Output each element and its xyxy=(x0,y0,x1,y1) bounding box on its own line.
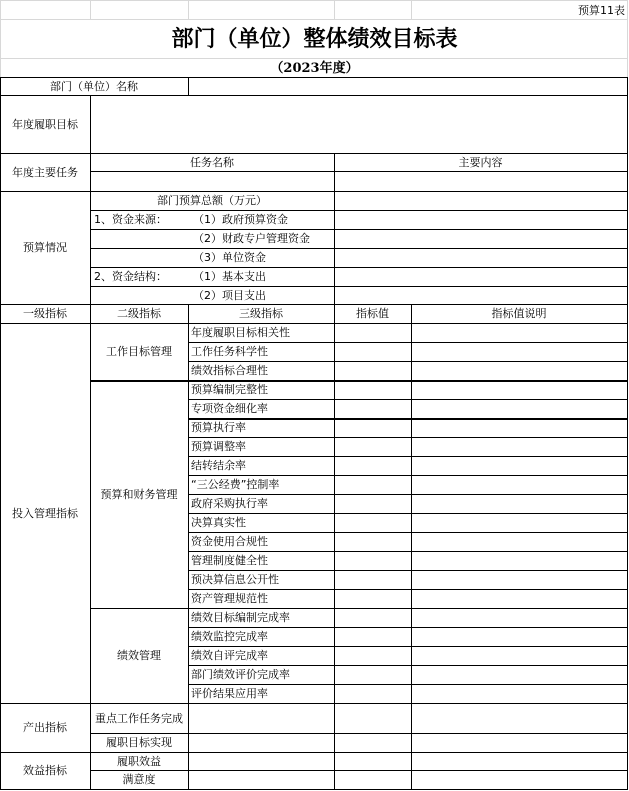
indicator-note-cell[interactable] xyxy=(411,342,627,361)
indicator-row xyxy=(0,399,629,418)
budget-amount-cells[interactable] xyxy=(334,191,627,304)
level1-header: 一级指标 xyxy=(23,307,67,320)
budget-info-label: 预算情况 xyxy=(23,241,67,254)
dept-name-cell[interactable] xyxy=(188,77,627,95)
indicator-cell[interactable] xyxy=(188,703,334,733)
gridline xyxy=(188,0,189,20)
level3-indicator-label: 政府采购执行率 xyxy=(191,497,268,510)
indicator-row xyxy=(0,646,629,665)
indicator-row xyxy=(0,361,629,380)
gridline xyxy=(334,0,335,20)
budget-total-label: 部门预算总额（万元） xyxy=(157,194,267,207)
gridline xyxy=(90,0,91,20)
main-content-header: 主要内容 xyxy=(458,155,503,169)
indicator-value-cell[interactable] xyxy=(334,551,411,570)
indicator-row xyxy=(0,684,629,703)
indicator-cell[interactable] xyxy=(334,770,411,789)
indicator-row xyxy=(0,570,629,589)
indicator-row xyxy=(0,627,629,646)
indicator-note-cell[interactable] xyxy=(411,456,627,475)
level3-indicator-label: 结转结余率 xyxy=(191,459,246,472)
indicator-cell[interactable] xyxy=(334,733,411,752)
indicator-note-cell[interactable] xyxy=(411,646,627,665)
indicator-cell[interactable] xyxy=(188,770,334,789)
indicator-value-cell[interactable] xyxy=(334,342,411,361)
indicator-value-cell[interactable] xyxy=(334,589,411,608)
level2-budget-finance: 预算和财务管理 xyxy=(100,487,178,501)
indicator-row xyxy=(0,494,629,513)
level3-indicator-label: 资金使用合规性 xyxy=(191,535,268,548)
indicator-cell[interactable] xyxy=(188,733,334,752)
indicator-note-cell[interactable] xyxy=(411,684,627,703)
indicator-note-cell[interactable] xyxy=(411,475,627,494)
level1-input-management: 投入管理指标 xyxy=(12,506,78,520)
indicator-note-cell[interactable] xyxy=(411,532,627,551)
level2-duty-goal: 履职目标实现 xyxy=(106,736,172,749)
form-code: 预算11表 xyxy=(578,3,625,17)
level2-work-goal: 工作目标管理 xyxy=(106,345,172,358)
level1-output: 产出指标 xyxy=(23,721,67,734)
indicator-value-cell[interactable] xyxy=(334,418,411,437)
level3-indicator-label: 专项资金细化率 xyxy=(191,402,268,415)
level1-benefit: 效益指标 xyxy=(23,764,67,777)
fund-source-label: 1、资金来源： xyxy=(94,213,167,226)
level3-header: 三级指标 xyxy=(239,307,283,320)
indicator-value-cell[interactable] xyxy=(334,513,411,532)
indicator-note-cell[interactable] xyxy=(411,399,627,418)
level3-indicator-label: “三公经费”控制率 xyxy=(191,478,280,491)
indicator-value-cell[interactable] xyxy=(334,532,411,551)
indicator-note-cell[interactable] xyxy=(411,589,627,608)
page-title: 部门（单位）整体绩效目标表 xyxy=(171,25,458,52)
gridline xyxy=(0,0,628,1)
project-expense-label: （2）项目支出 xyxy=(193,288,266,302)
indicator-row xyxy=(0,323,629,342)
dept-name-label: 部门（单位）名称 xyxy=(50,79,138,93)
indicator-value-cell[interactable] xyxy=(334,665,411,684)
annual-goal-cell[interactable] xyxy=(90,95,627,153)
indicator-note-cell[interactable] xyxy=(411,665,627,684)
level2-duty-benefit: 履职效益 xyxy=(117,754,161,768)
indicator-row xyxy=(0,456,629,475)
indicator-note-cell[interactable] xyxy=(411,551,627,570)
task-name-cell[interactable] xyxy=(90,171,334,191)
main-tasks-label: 年度主要任务 xyxy=(12,165,78,179)
indicator-row xyxy=(0,475,629,494)
indicator-row xyxy=(0,418,629,437)
level3-indicator-label: 预算调整率 xyxy=(191,440,246,453)
indicator-cell[interactable] xyxy=(411,733,627,752)
indicator-row xyxy=(0,589,629,608)
fund-structure-label: 2、资金结构： xyxy=(94,270,167,283)
level3-indicator-label: 绩效目标编制完成率 xyxy=(191,611,290,624)
indicator-cell[interactable] xyxy=(411,703,627,733)
indicator-value-cell[interactable] xyxy=(334,399,411,418)
indicator-row xyxy=(0,665,629,684)
level3-indicator-label: 年度履职目标相关性 xyxy=(191,326,290,339)
indicator-note-cell[interactable] xyxy=(411,494,627,513)
level2-satisfaction: 满意度 xyxy=(122,773,156,786)
indicator-cell[interactable] xyxy=(188,752,334,770)
indicator-row xyxy=(0,437,629,456)
gov-budget-label: （1）政府预算资金 xyxy=(193,213,288,226)
level3-indicator-label: 管理制度健全性 xyxy=(191,554,268,567)
level3-indicator-label: 评价结果应用率 xyxy=(191,687,268,700)
indicator-value-cell[interactable] xyxy=(334,475,411,494)
level3-indicator-label: 预算编制完整性 xyxy=(191,383,268,396)
basic-expense-label: （1）基本支出 xyxy=(193,270,266,283)
indicator-row xyxy=(0,380,629,399)
indicator-value-cell[interactable] xyxy=(334,608,411,627)
level3-indicator-label: 预算执行率 xyxy=(191,421,246,434)
indicator-row xyxy=(0,532,629,551)
indicator-value-cell[interactable] xyxy=(334,437,411,456)
level3-indicator-label: 决算真实性 xyxy=(191,516,246,529)
task-name-header: 任务名称 xyxy=(190,155,234,169)
gridline xyxy=(411,0,412,20)
indicator-value-cell[interactable] xyxy=(334,570,411,589)
indicator-note-cell[interactable] xyxy=(411,513,627,532)
level3-indicator-label: 部门绩效评价完成率 xyxy=(191,668,290,681)
indicator-cell[interactable] xyxy=(411,770,627,789)
year-label: （2023年度） xyxy=(270,60,359,76)
indicator-cell[interactable] xyxy=(334,752,411,770)
indicator-cell[interactable] xyxy=(411,752,627,770)
indicator-row xyxy=(0,608,629,627)
indicator-note-cell[interactable] xyxy=(411,323,627,342)
indicator-note-cell[interactable] xyxy=(411,437,627,456)
level3-indicator-label: 工作任务科学性 xyxy=(191,345,268,358)
gridline xyxy=(0,789,628,790)
level2-header: 二级指标 xyxy=(117,307,161,320)
indicator-value-cell[interactable] xyxy=(334,456,411,475)
level3-indicator-label: 绩效监控完成率 xyxy=(191,630,268,643)
indicator-note-cell[interactable] xyxy=(411,627,627,646)
indicator-value-cell[interactable] xyxy=(334,494,411,513)
level2-performance: 绩效管理 xyxy=(117,649,161,662)
indicator-value-cell[interactable] xyxy=(334,380,411,399)
indicator-row xyxy=(0,551,629,570)
indicator-value-cell[interactable] xyxy=(334,361,411,380)
level3-indicator-label: 预决算信息公开性 xyxy=(191,573,279,586)
indicator-row xyxy=(0,342,629,361)
level3-indicator-label: 资产管理规范性 xyxy=(191,592,268,605)
indicator-note-cell[interactable] xyxy=(411,570,627,589)
indicator-note-cell[interactable] xyxy=(411,380,627,399)
level2-key-tasks: 重点工作任务完成 xyxy=(95,711,183,725)
main-content-cell[interactable] xyxy=(334,171,627,191)
indicator-value-cell[interactable] xyxy=(334,627,411,646)
indicator-note-cell[interactable] xyxy=(411,418,627,437)
indicator-note-cell[interactable] xyxy=(411,361,627,380)
indicator-row xyxy=(0,513,629,532)
indicator-cell[interactable] xyxy=(334,703,411,733)
indicator-value-cell[interactable] xyxy=(334,323,411,342)
indicator-value-cell[interactable] xyxy=(334,646,411,665)
level3-indicator-label: 绩效自评完成率 xyxy=(191,649,268,662)
unit-fund-label: （3）单位资金 xyxy=(193,251,266,264)
indicator-note-cell[interactable] xyxy=(411,608,627,627)
special-fund-label: （2）财政专户管理资金 xyxy=(193,232,310,245)
indicator-value-cell[interactable] xyxy=(334,684,411,703)
indicator-value-header: 指标值 xyxy=(356,307,389,320)
indicator-note-header: 指标值说明 xyxy=(491,307,547,320)
annual-goal-label: 年度履职目标 xyxy=(12,117,78,131)
level3-indicator-label: 绩效指标合理性 xyxy=(191,364,268,377)
